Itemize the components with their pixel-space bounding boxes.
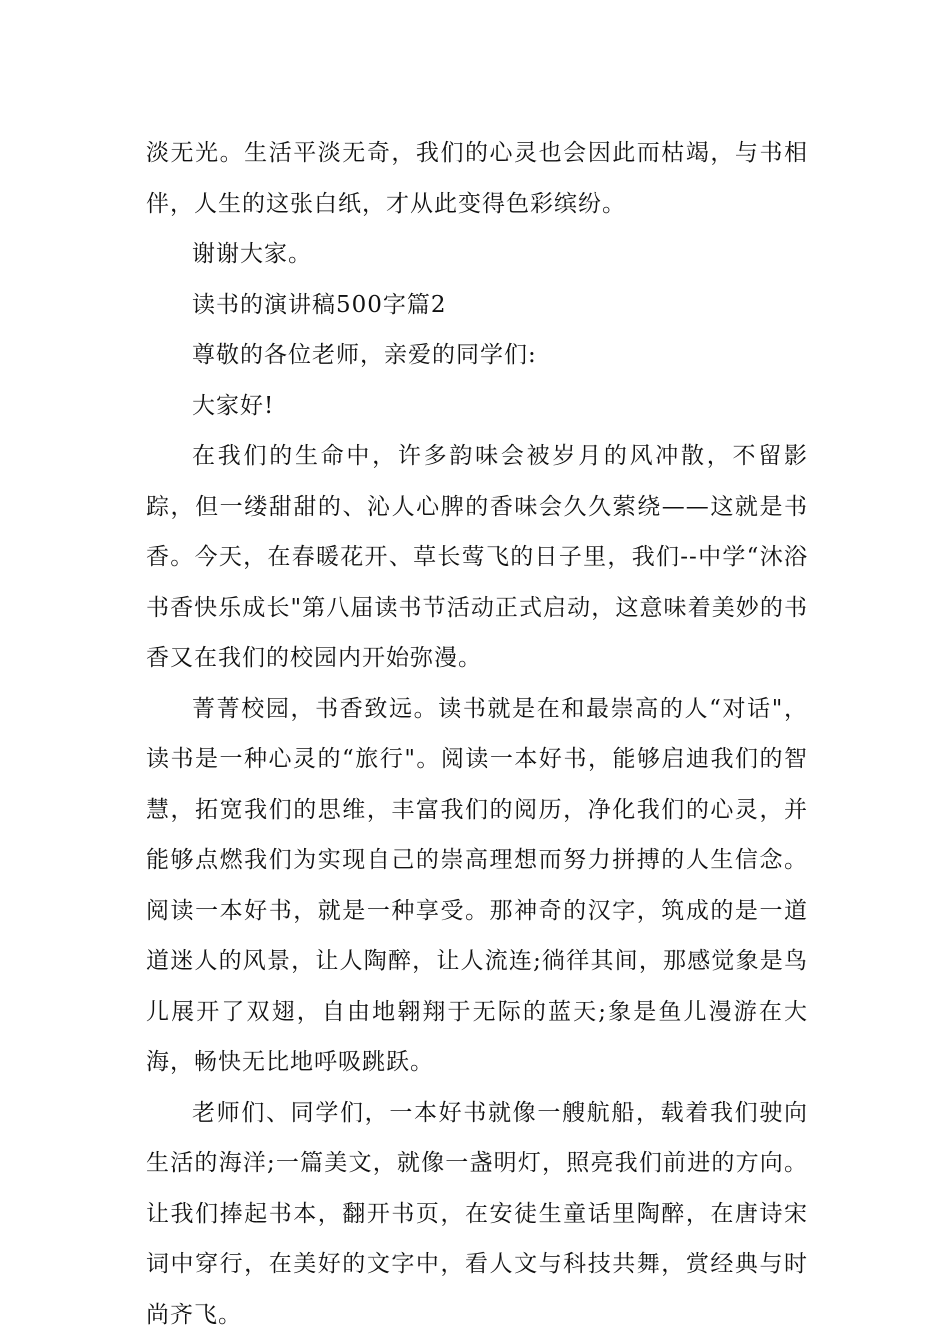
section-heading: 读书的演讲稿500字篇2	[192, 291, 447, 318]
paragraph-body: 老师们、同学们，一本好书就像一艘航船，载着我们驶向生活的海洋;一篇美文，就像一盏明灯，照亮我们前进的方向。让我们捧起书本，翻开书页，在安徒生童话里陶醉，在唐诗宋词中穿行，在美好的文字中，看人文与科技共舞，赏经典与时尚齐飞。	[146, 1099, 808, 1328]
paragraph-salutation: 尊敬的各位老师，亲爱的同学们:	[192, 342, 537, 368]
paragraph-thanks: 谢谢大家。	[192, 241, 312, 267]
paragraph-body: 在我们的生命中，许多韵味会被岁月的风冲散，不留影踪，但一缕甜甜的、沁人心脾的香味会久久萦绕——这就是书香。今天，在春暖花开、草长莺飞的日子里，我们--中学“沐浴书香快乐成长"第八届读书节活动正式启动，这意味着美妙的书香又在我们的校园内开始弥漫。	[146, 443, 808, 671]
document-body	[146, 128, 808, 1340]
paragraph-continuation: 淡无光。生活平淡无奇，我们的心灵也会因此而枯竭，与书相伴，人生的这张白纸，才从此变得色彩缤纷。	[146, 140, 808, 217]
paragraph-body: 菁菁校园，书香致远。读书就是在和最崇高的人“对话"，读书是一种心灵的“旅行"。阅读一本好书，能够启迪我们的智慧，拓宽我们的思维，丰富我们的阅历，净化我们的心灵，并能够点燃我们为实现自己的崇高理想而努力拼搏的人生信念。阅读一本好书，就是一种享受。那神奇的汉字，筑成的是一道道迷人的风景，让人陶醉，让人流连;徜徉其间，那感觉象是鸟儿展开了双翅，自由地翱翔于无际的蓝天;象是鱼儿漫游在大海，畅快无比地呼吸跳跃。	[146, 695, 808, 1075]
paragraph-greeting: 大家好!	[192, 392, 275, 419]
